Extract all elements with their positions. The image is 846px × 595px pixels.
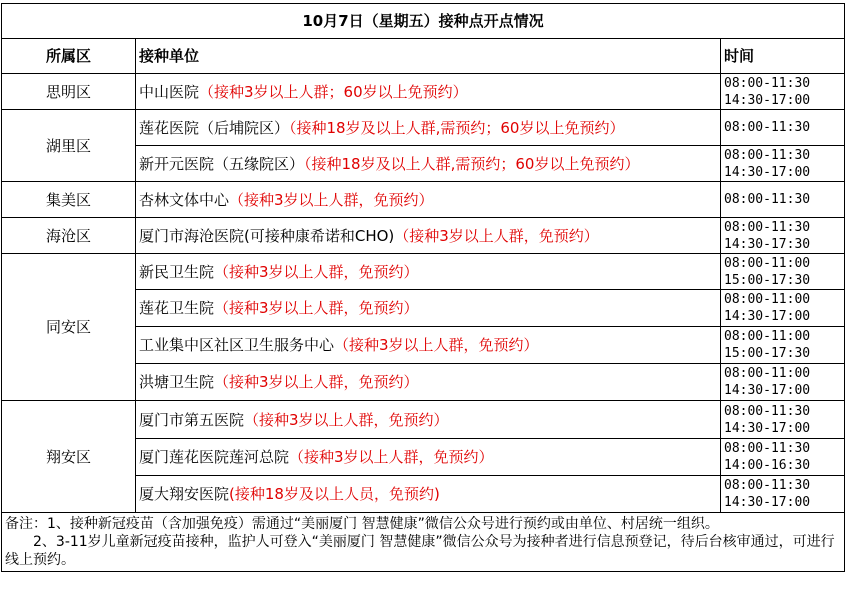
district-cell: 海沧区: [2, 218, 136, 254]
unit-note: （接种3岁以上人群，免预约）: [214, 373, 419, 391]
time-cell: [721, 110, 845, 146]
table-row: [2, 74, 845, 110]
district-cell: 思明区: [2, 74, 136, 110]
notes-row: [2, 513, 845, 572]
unit-note: （接种18岁及以上人群,需预约；60岁以上免预约）: [289, 118, 625, 137]
table-row: [2, 182, 845, 218]
note-line-1: 备注：1、接种新冠疫苗（含加强免疫）需通过“美丽厦门 智慧健康”微信公众号进行预约或由单位、村居统一组织。: [5, 516, 719, 532]
header-time: 时间: [721, 39, 845, 74]
unit-cell: [136, 476, 721, 513]
time-slot-1: 08:00-11:30: [724, 75, 811, 91]
header-unit: 接种单位: [136, 39, 721, 74]
unit-note: （接种3岁以上人群，免预约）: [229, 190, 434, 209]
time-cell: [721, 327, 845, 364]
district-cell: 湖里区: [2, 110, 136, 182]
unit-cell: [136, 74, 721, 110]
time-cell: [721, 439, 845, 476]
unit-name: 杏林文体中心: [139, 190, 230, 209]
title-row: [2, 4, 845, 39]
unit-cell: [136, 439, 721, 476]
unit-name: 中山医院: [139, 82, 200, 101]
time-slot-1: 08:00-11:30: [724, 403, 811, 419]
unit-note: （接种18岁及以上人群,需预约；60岁以上免预约）: [304, 154, 640, 173]
unit-note: （接种3岁以上人群，免预约）: [289, 448, 494, 466]
sheet-title: 10月7日（星期五）接种点开点情况: [2, 4, 845, 39]
time-slot-1: 08:00-11:00: [724, 329, 811, 344]
unit-cell: [136, 364, 721, 401]
time-cell: [721, 218, 845, 254]
unit-note: （接种3岁以上人群，免预约）: [214, 299, 419, 317]
time-slot-2: 14:30-17:00: [724, 309, 811, 324]
time-slot-1: 08:00-11:30: [724, 147, 811, 163]
unit-name: 莲花卫生院: [139, 299, 215, 317]
time-slot-1: 08:00-11:30: [724, 441, 811, 456]
unit-cell: [136, 254, 721, 290]
time-slot-2: 14:30-17:00: [724, 383, 811, 398]
time-slot-2: 14:30-17:00: [724, 420, 811, 436]
unit-note: (接种18岁及以上人员，免预约): [229, 485, 440, 503]
time-cell: [721, 290, 845, 327]
unit-note: （接种3岁以上人群；60岁以上免预约）: [199, 82, 468, 101]
unit-note: （接种3岁以上人群，免预约）: [244, 410, 449, 429]
unit-name: 洪塘卫生院: [139, 373, 215, 391]
time-cell: [721, 364, 845, 401]
time-slot-1: 08:00-11:30: [724, 478, 811, 493]
header-district: 所属区: [2, 39, 136, 74]
time-slot-2: 14:30-17:00: [724, 92, 811, 108]
unit-name: 厦门莲花医院莲河总院: [139, 448, 290, 466]
time-slot-2: 14:30-17:30: [724, 236, 811, 252]
district-cell: 翔安区: [2, 401, 136, 513]
time-slot-2: 15:00-17:30: [724, 346, 811, 361]
unit-note: （接种3岁以上人群，免预约）: [214, 262, 419, 281]
header-row: [2, 39, 845, 74]
time-cell: [721, 74, 845, 110]
notes-cell: [2, 513, 845, 572]
unit-name: 工业集中区社区卫生服务中心: [139, 336, 335, 354]
unit-name: 莲花医院（后埔院区）: [139, 118, 290, 137]
unit-note: （接种3岁以上人群，免预约）: [334, 336, 539, 354]
time-slot-2: 14:30-17:00: [724, 495, 811, 510]
time-slot-2: 14:00-16:30: [724, 458, 811, 473]
time-slot-2: 14:30-17:00: [724, 164, 811, 180]
table-row: [2, 110, 845, 146]
unit-name: 厦门市第五医院: [139, 410, 245, 429]
note-line-2: 2、3-11岁儿童新冠疫苗接种，监护人可登入“美丽厦门 智慧健康”微信公众号为接种者进行信息预登记，待后台核审通过，可进行线上预约。: [5, 534, 835, 568]
unit-name: 厦门市海沧医院(可接种康希诺和CHO): [139, 226, 395, 245]
unit-cell: [136, 218, 721, 254]
table-row: [2, 254, 845, 290]
table-row: [2, 218, 845, 254]
time-cell: [721, 146, 845, 182]
time-cell: [721, 254, 845, 290]
unit-name: 新开元医院（五缘院区）: [139, 154, 305, 173]
unit-name: 厦大翔安医院: [139, 485, 230, 503]
time-slot-1: 08:00-11:00: [724, 292, 811, 307]
unit-name: 新民卫生院: [139, 262, 215, 281]
unit-cell: [136, 401, 721, 439]
unit-cell: [136, 327, 721, 364]
unit-cell: [136, 290, 721, 327]
unit-cell: [136, 110, 721, 146]
unit-note: （接种3岁以上人群，免预约）: [394, 226, 599, 245]
time-cell: [721, 476, 845, 513]
table-row: [2, 401, 845, 439]
unit-cell: [136, 182, 721, 218]
district-cell: 集美区: [2, 182, 136, 218]
time-slot-1: 08:00-11:30: [724, 192, 811, 207]
unit-cell: [136, 146, 721, 182]
time-slot-2: 15:00-17:30: [724, 272, 811, 288]
time-slot-1: 08:00-11:00: [724, 255, 811, 271]
time-slot-1: 08:00-11:30: [724, 120, 811, 135]
time-cell: [721, 401, 845, 439]
time-slot-1: 08:00-11:00: [724, 366, 811, 381]
time-slot-1: 08:00-11:30: [724, 219, 811, 235]
district-cell: 同安区: [2, 254, 136, 401]
time-cell: [721, 182, 845, 218]
schedule-table: [1, 3, 845, 572]
